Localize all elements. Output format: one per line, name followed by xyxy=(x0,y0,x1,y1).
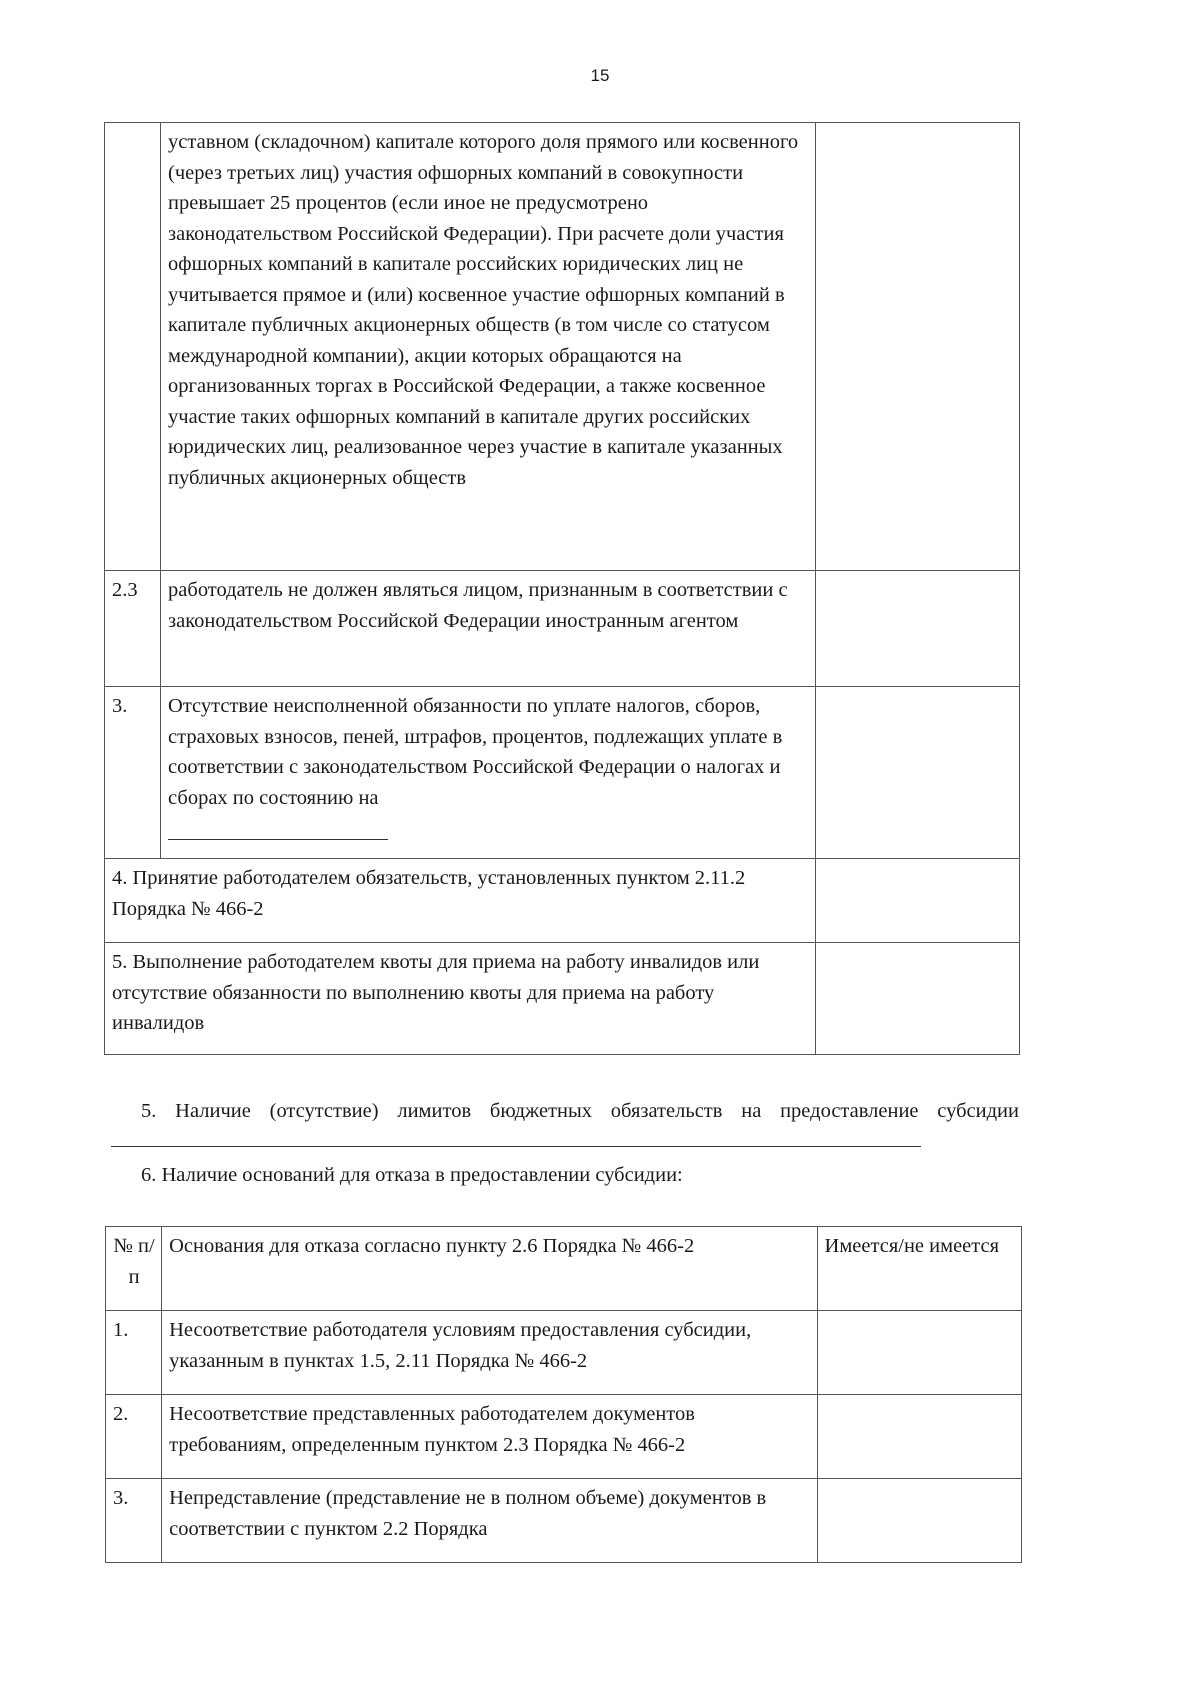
table-row xyxy=(106,1479,1022,1563)
budget-limits-paragraph xyxy=(111,1096,1019,1156)
budget-limits-blank-line xyxy=(111,1126,921,1147)
basis-text-cell: Несоответствие представленных работодателем документов требованиям, определенным пунктом 2.3 Порядка № 466-2 xyxy=(162,1395,817,1479)
value-cell xyxy=(815,859,1019,943)
requirement-text-cell: 5. Выполнение работодателем квоты для приема на работу инвалидов или отсутствие обязанности по выполнению квоты для приема на работу инвалидов xyxy=(105,943,816,1055)
status-cell xyxy=(817,1311,1021,1395)
value-cell xyxy=(815,123,1019,571)
value-cell xyxy=(815,571,1019,687)
header-basis-cell: Основания для отказа согласно пункту 2.6 Порядка № 466-2 xyxy=(162,1227,817,1311)
table-row xyxy=(105,687,1020,859)
requirements-table xyxy=(104,122,1020,1055)
table-row xyxy=(106,1311,1022,1395)
budget-limits-text: 5. Наличие (отсутствие) лимитов бюджетных обязательств на предоставление субсидии xyxy=(141,1100,1019,1122)
requirement-text-cell: уставном (складочном) капитале которого доля прямого или косвенного (через третьих лиц) участия офшорных компаний в совокупности превышает 25 процентов (если иное не предусмотрено законодательством Российской Федерации). При расчете доли участия офшорных компаний в капитале российских юридических лиц не учитывается прямое и (или) косвенное участие офшорных компаний в капитале публичных акционерных обществ (в том числе со статусом международной компании), акции которых обращаются на организованных торгах в Российской Федерации, а также косвенное участие таких офшорных компаний в капитале других российских юридических лиц, реализованное через участие в капитале указанных публичных акционерных обществ xyxy=(161,123,816,571)
basis-text-cell: Несоответствие работодателя условиям предоставления субсидии, указанным в пунктах 1.5, 2.11 Порядка № 466-2 xyxy=(162,1311,817,1395)
page-number: 15 xyxy=(590,66,610,85)
value-cell xyxy=(815,943,1019,1055)
header-number-cell: № п/п xyxy=(106,1227,162,1311)
date-blank-line xyxy=(168,813,388,840)
table-row xyxy=(106,1395,1022,1479)
table-row xyxy=(105,123,1020,571)
requirement-text-cell: 4. Принятие работодателем обязательств, установленных пунктом 2.11.2 Порядка № 466-2 xyxy=(105,859,816,943)
refusal-grounds-table xyxy=(105,1226,1022,1563)
row-number-cell xyxy=(105,123,161,571)
row-number-cell: 2. xyxy=(106,1395,162,1479)
basis-text-cell: Непредставление (представление не в полном объеме) документов в соответствии с пунктом 2.2 Порядка xyxy=(162,1479,817,1563)
table-row xyxy=(105,571,1020,687)
requirement-text-cell: работодатель не должен являться лицом, признанным в соответствии с законодательством Российской Федерации иностранным агентом xyxy=(161,571,816,687)
row-number-cell: 3. xyxy=(106,1479,162,1563)
refusal-grounds-paragraph: 6. Наличие оснований для отказа в предоставлении субсидии: xyxy=(141,1164,683,1186)
tax-obligation-text: Отсутствие неисполненной обязанности по уплате налогов, сборов, страховых взносов, пеней, штрафов, процентов, подлежащих уплате в соответствии с законодательством Российской Федерации о налогах и сборах по состоянию на xyxy=(168,695,783,809)
table-row xyxy=(105,859,1020,943)
value-cell xyxy=(815,687,1019,859)
status-cell xyxy=(817,1395,1021,1479)
table-header-row xyxy=(106,1227,1022,1311)
header-status-cell: Имеется/не имеется xyxy=(817,1227,1021,1311)
requirement-text-cell xyxy=(161,687,816,859)
table-row xyxy=(105,943,1020,1055)
row-number-cell: 1. xyxy=(106,1311,162,1395)
status-cell xyxy=(817,1479,1021,1563)
row-number-cell: 3. xyxy=(105,687,161,859)
row-number-cell: 2.3 xyxy=(105,571,161,687)
